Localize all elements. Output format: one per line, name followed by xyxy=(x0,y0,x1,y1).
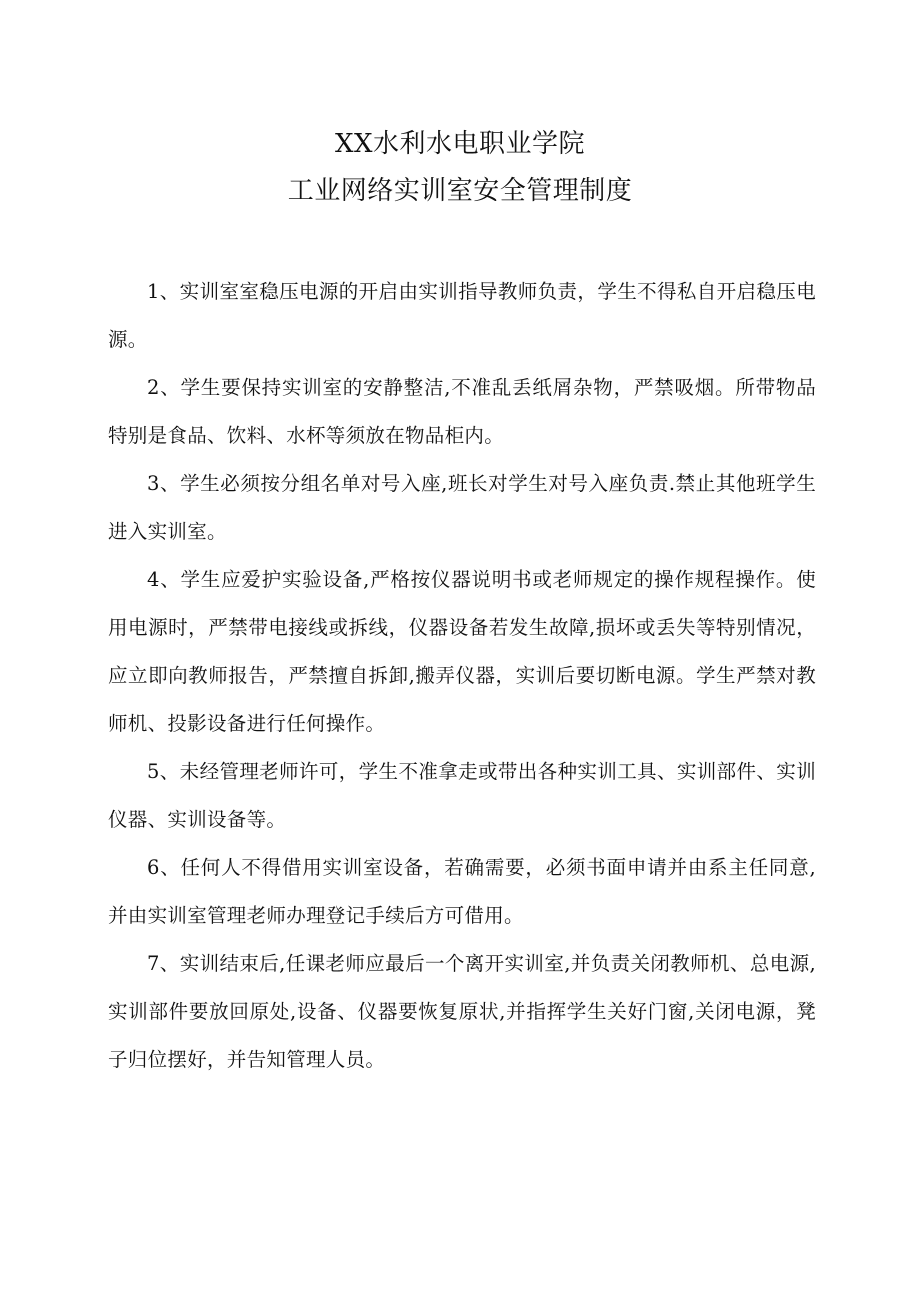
rule-paragraph-4: 4、学生应爱护实验设备,严格按仪器说明书或老师规定的操作规程操作。使用电源时，严禁带电接线或拆线，仪器设备若发生故障,损坏或丢失等特别情况，应立即向教师报告，严禁擅自拆卸,搬弄仪器，实训后要切断电源。学生严禁对教师机、投影设备进行任何操作。 xyxy=(108,568,816,735)
rule-paragraph-2: 2、学生要保持实训室的安静整洁,不准乱丢纸屑杂物，严禁吸烟。所带物品特别是食品、饮料、水杯等须放在物品柜内。 xyxy=(108,376,816,447)
rule-paragraph-3: 3、学生必须按分组名单对号入座,班长对学生对号入座负责.禁止其他班学生进入实训室。 xyxy=(108,472,816,543)
rule-paragraph-7: 7、实训结束后,任课老师应最后一个离开实训室,并负责关闭教师机、总电源,实训部件要放回原处,设备、仪器要恢复原状,并指挥学生关好门窗,关闭电源，凳子归位摆好，并告知管理人员。 xyxy=(108,952,816,1071)
document-title-institution: XX水利水电职业学院 xyxy=(334,129,586,159)
rule-paragraph-6: 6、任何人不得借用实训室设备，若确需要，必须书面申请并由系主任同意,并由实训室管理老师办理登记手续后方可借用。 xyxy=(108,856,816,927)
document-title-regulation: 工业网络实训室安全管理制度 xyxy=(287,176,633,206)
rule-paragraph-1: 1、实训室室稳压电源的开启由实训指导教师负责，学生不得私自开启稳压电源。 xyxy=(108,280,816,351)
rule-paragraph-5: 5、未经管理老师许可，学生不准拿走或带出各种实训工具、实训部件、实训仪器、实训设备等。 xyxy=(108,760,816,831)
document-body xyxy=(108,268,816,1084)
